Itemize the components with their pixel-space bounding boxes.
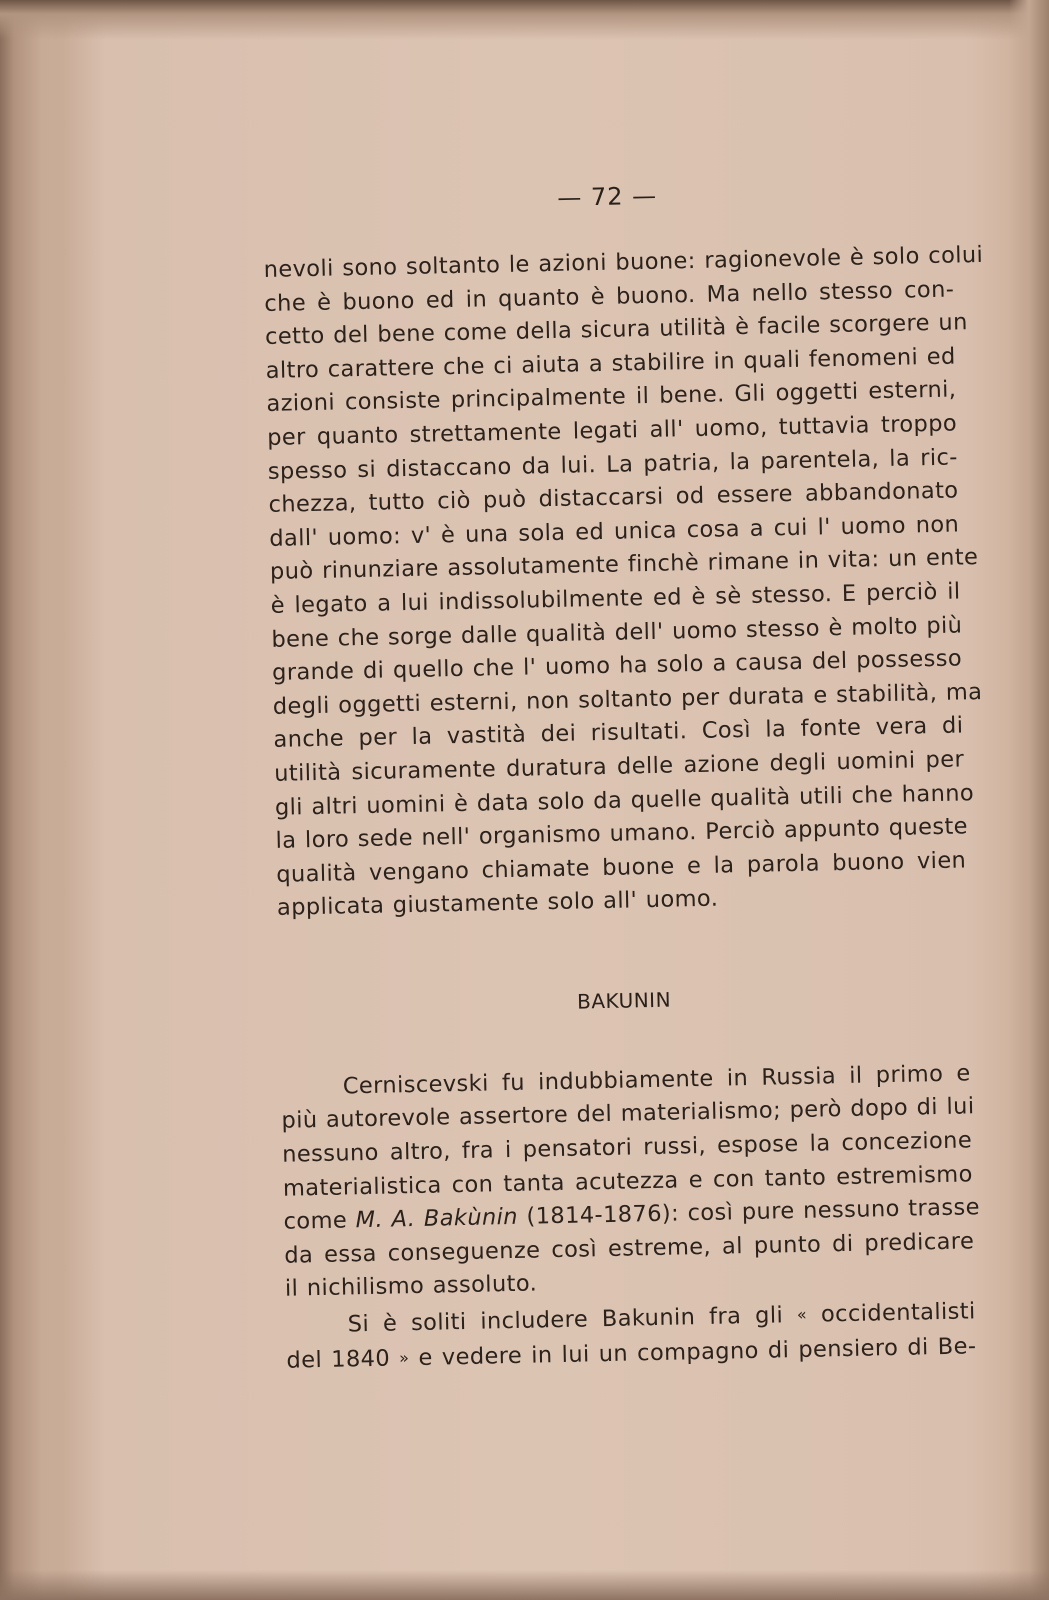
text-segment: (1814-1876): così pure nessuno trasse xyxy=(517,1194,981,1231)
text-line: da essa conseguenze così estreme, al punto di predicare xyxy=(284,1228,975,1269)
text-line: per quanto strettamente legati all' uomo, tuttavia troppo xyxy=(266,410,958,451)
text-line: spesso si distaccano da lui. La patria, la parentela, la ric- xyxy=(267,444,959,485)
text-line: cetto del bene come della sicura utilità è facile scorgere un xyxy=(264,309,968,351)
text-line: grande di quello che l' uomo ha solo a causa del possesso xyxy=(271,645,963,687)
page-edge-shadow-right xyxy=(1009,0,1049,1600)
page-edge-shadow-left xyxy=(0,0,70,1600)
text-line: Cerniscevski fu indubbiamente in Russia il primo e xyxy=(342,1060,971,1100)
text-segment: Si è soliti includere Bakunin fra gli xyxy=(347,1302,798,1338)
text-line: anche per la vastità dei risultati. Così la fonte vera di xyxy=(273,712,964,754)
text-line: che è buono ed in quanto è buono. Ma nello stesso con- xyxy=(264,276,955,317)
text-line: azioni consiste principalmente il bene. Gli oggetti esterni, xyxy=(266,376,957,418)
text-segment: occidentalisti xyxy=(806,1298,976,1328)
page-edge-shadow-top xyxy=(0,0,1049,40)
text-line: può rinunziare assolutamente finchè rimane in vita: un ente xyxy=(269,544,979,586)
paragraph-bakunin-continued xyxy=(285,1294,976,1378)
text-line: dall' uomo: v' è una sola ed unica cosa a cui l' uomo non xyxy=(269,511,960,552)
text-line: nevoli sono soltanto le azioni buone: ragionevole è solo colui xyxy=(263,241,984,283)
page-content xyxy=(262,176,984,1378)
text-line: bene che sorge dalle qualità dell' uomo stesso è molto più xyxy=(271,611,963,653)
text-line: la loro sede nell' organismo umano. Perciò appunto queste xyxy=(275,813,969,854)
text-segment: e vedere in lui un compagno di pensiero di Be- xyxy=(409,1332,977,1371)
close-quote: » xyxy=(398,1347,410,1368)
text-line: più autorevole assertore del materialismo; però dopo di lui xyxy=(281,1093,975,1135)
text-line: utilità sicuramente duratura delle azione degli uomini per xyxy=(273,746,965,787)
text-line: applicata giustamente solo all' uomo. xyxy=(276,885,719,922)
person-name: M. A. Bakùnin xyxy=(355,1204,519,1234)
text-line: chezza, tutto ciò può distaccarsi od essere abbandonato xyxy=(268,477,959,519)
text-line: materialistica con tanta acutezza e con tanto estremismo xyxy=(282,1160,974,1202)
page-edge-shadow-bottom xyxy=(0,1570,1049,1600)
text-line: è legato a lui indissolubilmente ed è sè stesso. E perciò il xyxy=(270,578,961,619)
text-line: nessuno altro, fra i pensatori russi, espose la concezione xyxy=(281,1127,973,1168)
paragraph-continuation xyxy=(263,240,984,926)
text-line: il nichilismo assoluto. xyxy=(284,1270,538,1303)
section-heading: BAKUNIN xyxy=(576,987,672,1014)
paragraph-bakunin-intro xyxy=(280,1057,981,1307)
text-line: degli oggetti esterni, non soltanto per durata e stabilità, ma xyxy=(272,678,983,720)
page-number: — 72 — xyxy=(557,181,658,212)
text-segment: del 1840 xyxy=(286,1345,391,1374)
open-quote: « xyxy=(796,1304,808,1325)
text-line: qualità vengano chiamate buone e la parola buono vien xyxy=(276,847,967,888)
text-line: altro carattere che ci aiuta a stabilire in quali fenomeni ed xyxy=(265,343,956,384)
text-segment: come xyxy=(283,1207,356,1236)
text-line: gli altri uomini è data solo da quelle qualità utili che hanno xyxy=(274,779,975,821)
